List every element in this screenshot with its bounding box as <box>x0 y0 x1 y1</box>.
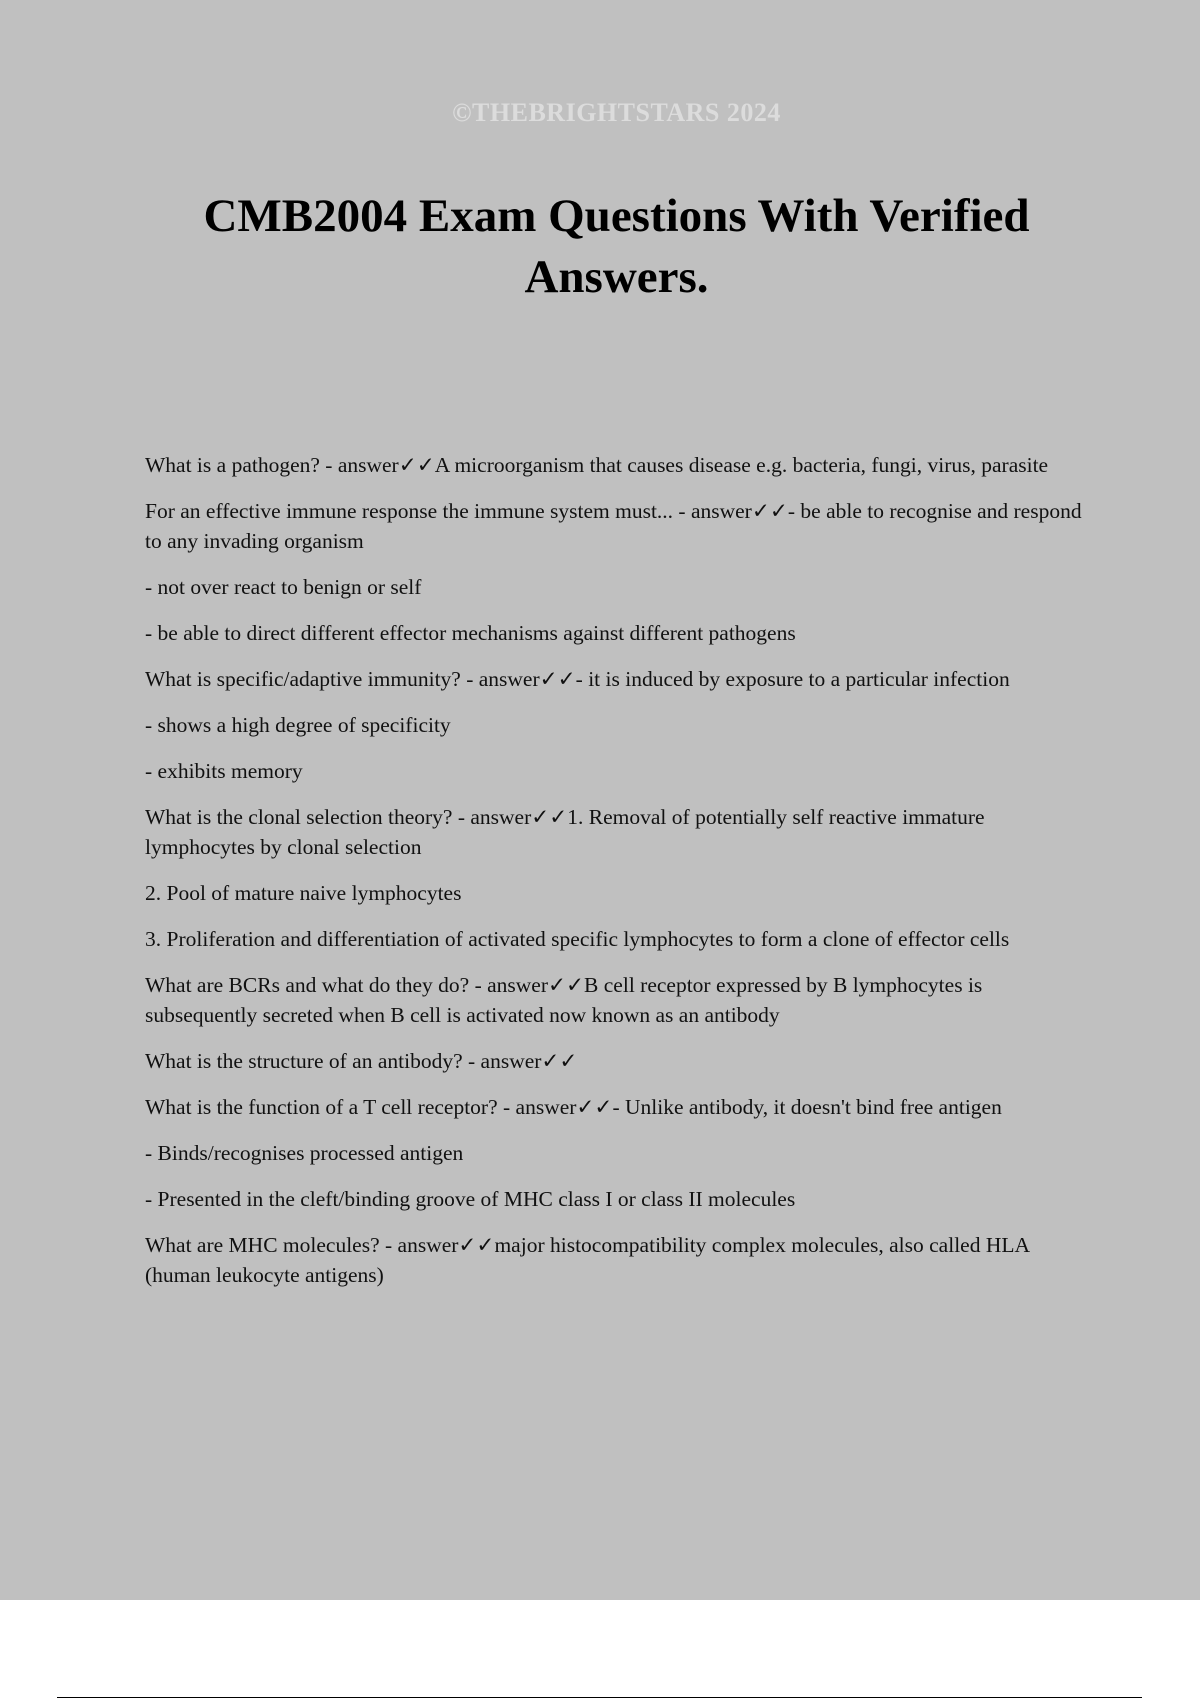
question-paragraph: For an effective immune response the immune system must... - answer✓✓- be able to recognise and respond to any invading organism <box>145 499 1082 553</box>
answer-point: - exhibits memory <box>145 759 303 783</box>
question-paragraph: What are BCRs and what do they do? - answer✓✓B cell receptor expressed by B lymphocytes is subsequently secreted when B cell is activated now known as an antibody <box>145 973 983 1027</box>
answer-point: - shows a high degree of specificity <box>145 713 451 737</box>
question-paragraph: What is a pathogen? - answer✓✓A microorganism that causes disease e.g. bacteria, fungi, virus, parasite <box>145 453 1049 477</box>
answer-point: - Presented in the cleft/binding groove of MHC class I or class II molecules <box>145 1187 796 1211</box>
question-paragraph: What is the clonal selection theory? - answer✓✓1. Removal of potentially self reactive immature lymphocytes by clonal selection <box>145 805 985 859</box>
answer-point: 3. Proliferation and differentiation of activated specific lymphocytes to form a clone of effector cells <box>145 927 1010 951</box>
footer-divider <box>57 1697 1142 1698</box>
answer-point: - be able to direct different effector mechanisms against different pathogens <box>145 621 796 645</box>
question-paragraph: What is specific/adaptive immunity? - answer✓✓- it is induced by exposure to a particular infection <box>145 667 1010 691</box>
page-title: CMB2004 Exam Questions With Verified Answers. <box>203 190 1030 303</box>
answer-point: 2. Pool of mature naive lymphocytes <box>145 881 462 905</box>
question-paragraph: What is the function of a T cell receptor? - answer✓✓- Unlike antibody, it doesn't bind free antigen <box>145 1095 1002 1119</box>
qa-content <box>145 450 1095 1290</box>
watermark: ©THEBRIGHTSTARS 2024 <box>452 98 781 127</box>
question-paragraph: What are MHC molecules? - answer✓✓major histocompatibility complex molecules, also called HLA (human leukocyte antigens) <box>145 1233 1029 1287</box>
question-paragraph: What is the structure of an antibody? - answer✓✓ <box>145 1049 578 1073</box>
answer-point: - Binds/recognises processed antigen <box>145 1141 464 1165</box>
answer-point: - not over react to benign or self <box>145 575 422 599</box>
